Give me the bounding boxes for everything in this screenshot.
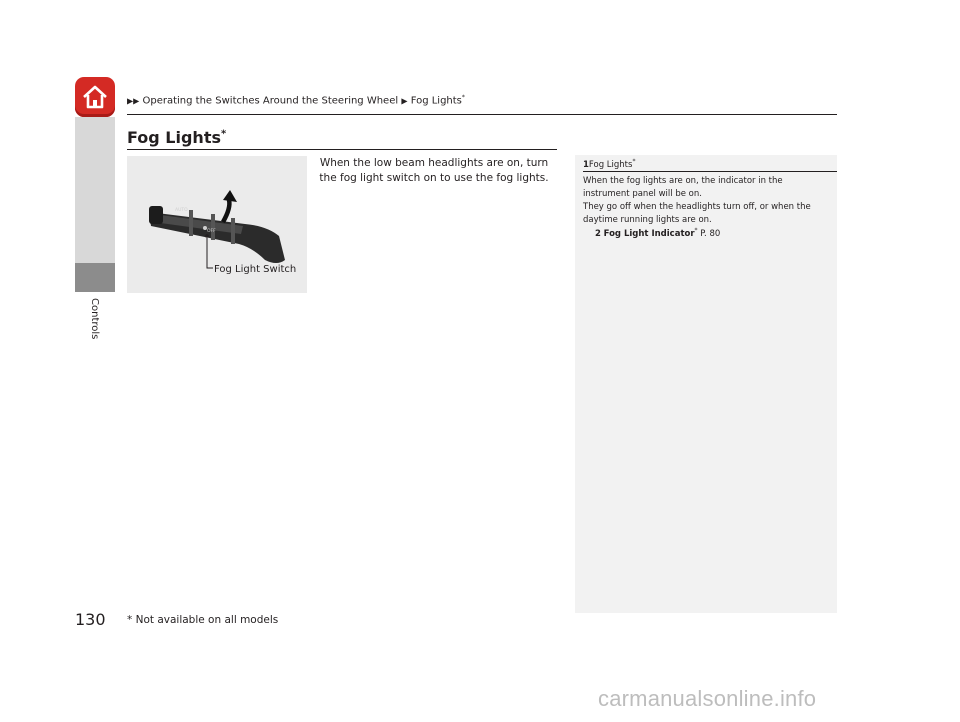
breadcrumb-link-switches[interactable]: Operating the Switches Around the Steering Wheel (142, 95, 399, 107)
note-body (583, 175, 831, 227)
breadcrumb-link-fog-lights[interactable]: Fog Lights (410, 95, 462, 107)
cross-reference-arrow-icon: 2 (595, 228, 601, 239)
cross-reference-page: P. 80 (697, 228, 721, 239)
stalk-text-off: OFF (207, 229, 216, 234)
breadcrumb-asterisk: * (461, 94, 465, 101)
fog-light-switch-callout: Fog Light Switch (214, 264, 297, 275)
cross-reference-asterisk: * (694, 227, 698, 234)
sidebar-tab-controls[interactable] (75, 263, 115, 292)
note-divider (583, 171, 837, 172)
note-marker: 1 (583, 159, 589, 170)
side-note-box (575, 155, 837, 613)
section-title (127, 128, 226, 147)
footnote: * Not available on all models (127, 614, 279, 626)
note-title-asterisk: * (632, 158, 636, 165)
cross-reference-label[interactable]: Fog Light Indicator (603, 228, 695, 239)
note-title-text: Fog Lights (588, 159, 633, 170)
note-cross-reference[interactable] (595, 227, 720, 239)
page-number: 130 (75, 610, 106, 629)
header-divider (127, 114, 837, 115)
sidebar-section-label (86, 298, 106, 358)
sidebar-strip (75, 117, 115, 263)
breadcrumb-arrow-icon: ▶▶ (127, 96, 140, 106)
breadcrumb-arrow-icon: ▶ (401, 96, 408, 106)
note-line-2: They go off when the headlights turn off, or when the daytime running lights are on. (583, 202, 811, 225)
home-button[interactable] (75, 77, 115, 117)
sidebar-label-text: Controls (89, 298, 100, 340)
breadcrumb (127, 94, 465, 106)
note-title (583, 158, 635, 170)
section-title-text: Fog Lights (127, 128, 221, 147)
note-line-1: When the fog lights are on, the indicator in the instrument panel will be on. (583, 176, 783, 199)
section-title-asterisk: * (221, 128, 227, 140)
watermark: carmanualsonline.info (598, 686, 817, 711)
title-divider (127, 149, 557, 150)
stalk-text-auto: AUTO (175, 208, 188, 213)
section-body-text: When the low beam headlights are on, turn the fog light switch on to use the fog lights. (319, 157, 549, 184)
home-icon (81, 83, 109, 111)
